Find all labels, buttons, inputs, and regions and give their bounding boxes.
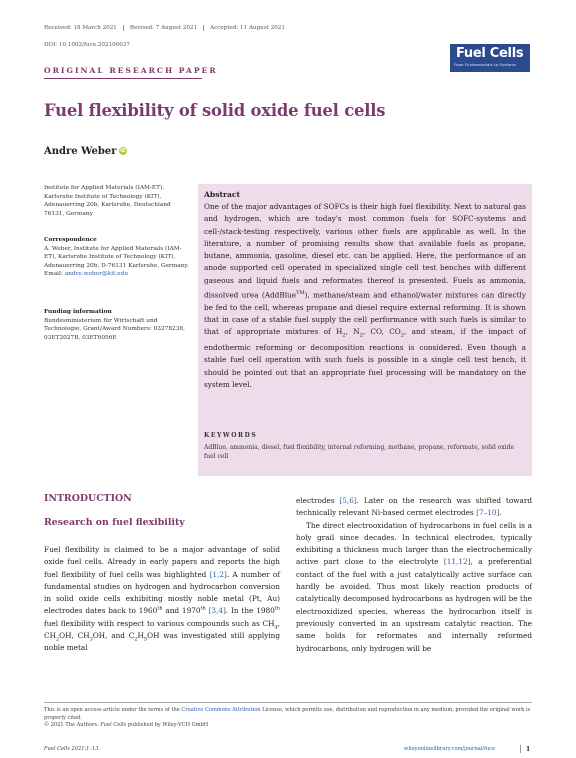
- article-dates: [44, 25, 291, 31]
- journal-reference: Fuel Cells 2021;1–13.: [44, 746, 101, 752]
- logo-tagline: From Fundamentals to Systems: [454, 63, 517, 67]
- citation-link[interactable]: [11,12]: [443, 557, 471, 567]
- email-link[interactable]: andre.weber@kit.edu: [64, 271, 129, 277]
- body-column-right: electrodes [5,6]. Later on the research was shifted toward technically relevant Ni-based cermet electrodes [7–10]. The direct electrooxidation of hydrocarbons in fuel cells is a holy grail since decades. In technical electrodes, typically exhibiting a thickness much larger than the electrochemically active part close to the electrolyte [11,12], a preferential contact of the fuel with a just catalytically active surface can hardly be avoided. Thus most likely reaction products of catalytically decomposed hydrocarbons as hydrogen will be the electrooxidized species, whereas the hydrocarbon itself is previously converted in an upstream catalytic reaction. The same holds for reformates and internally reformed hydrocarbons, only hydrogen will be: [296, 496, 533, 653]
- article-type: ORIGINAL RESEARCH PAPER: [44, 66, 218, 75]
- doi[interactable]: DOI: 10.1002/fuce.202100037: [44, 42, 130, 48]
- correspondence-text: A. Weber, Institute for Applied Materials (IAM-ET), Karlsruhe Institute of Technology (KIT), Adenauerring 20b, D-76131 Karlsruhe, Germany.: [44, 245, 189, 269]
- citation-link[interactable]: [7–10]: [476, 508, 500, 518]
- page-title: Fuel flexibility of solid oxide fuel cells: [44, 101, 386, 120]
- email-label: Email:: [44, 271, 63, 277]
- revised-date: Revised: 7 August 2021: [124, 25, 204, 31]
- accepted-date: Accepted: 11 August 2021: [210, 25, 285, 31]
- license-link[interactable]: Creative Commons Attribution: [181, 707, 261, 713]
- body-column-left: Fuel flexibility is claimed to be a major advantage of solid oxide fuel cells. Already in early papers and reports the high fuel flexibility of fuel cells was highlighted [1,2]. A number of fundamental studies on hydrogen and hydrocarbon conversion in solid oxide cells exhibiting mostly noble metal (Pt, Au) electrodes dates back to 1960th and 1970th [3,4]. In the 1980th fuel flexibility with respect to various compounds such as $CH_4$, $CH_2OH$, $CH_3OH$, and $C_2H_5OH$ was investigated still applying noble metal: [44, 545, 280, 653]
- license-note: This is an open access article under the terms of the Creative Commons Attribution License, which permits use, distribution and reproduction in any medium, provided the original work is properly cited. © 2021 The Authors. Fuel Cells published by Wiley-VCH GmbH: [44, 707, 531, 729]
- affiliation: Institute for Applied Materials (IAM-ET), Karlsruhe Institute of Technology (KIT), Adenauerring 20b, Karlsruhe, Deutschland 76131, Germany: [44, 185, 171, 217]
- citation-link[interactable]: [1,2]: [209, 569, 227, 579]
- funding-label: Funding information: [44, 309, 112, 315]
- divider: [44, 78, 202, 79]
- citation-link[interactable]: [5,6]: [339, 496, 357, 505]
- subsection-heading: Research on fuel flexibility: [44, 517, 185, 528]
- abstract-text: One of the major advantages of SOFCs is their high fuel flexibility. Next to natural gas and hydrogen, which are today's most common fuels for SOFC-systems and cell-/stack-testing respectively, various other fuels are applicable as well. In the literature, a number of promising results show that available fuels as propane, butane, ammonia, gasoline, diesel etc. can be applied. Here, the performance of an anode supported cell operated in specialized single cell test benches with different gaseous and liquid fuels and reformates thereof is presented. Fuels as ammonia, dissolved urea (AddBlue™), methane/steam and ethanol/water mixtures can directly be fed to the cell, whereas propane and diesel require external reforming. It is shown that in case of a stable fuel supply the cell performance with such fuels is similar to that of appropriate mixtures of $H_2$, $N_2$, CO, $CO_2$, and steam, if the impact of endothermic reforming or decomposition reactions is considered. Even though a stable fuel cell operation with such fuels is possible in a single cell test bench, it should be pointed out that an appropriate fuel processing will be mandatory on the system level.: [204, 202, 527, 390]
- correspondence: [44, 236, 192, 279]
- author-name[interactable]: Andre Weber: [44, 146, 117, 157]
- funding: [44, 308, 192, 342]
- citation-link[interactable]: [3,4]: [208, 606, 226, 616]
- logo-name: Fuel Cells: [456, 46, 524, 61]
- received-date: Received: 18 March 2021: [44, 25, 124, 31]
- orcid-icon[interactable]: iD: [120, 148, 126, 154]
- section-heading-introduction: INTRODUCTION: [44, 493, 132, 504]
- keywords-text: AdBlue, ammonia, diesel, fuel flexibility, internal reforming, methane, propane, reformate, solid oxide fuel cell: [204, 444, 515, 460]
- page-number: 1: [526, 746, 531, 753]
- divider: [44, 702, 532, 703]
- keywords-heading: KEYWORDS: [204, 432, 258, 439]
- correspondence-label: Correspondence: [44, 237, 97, 243]
- abstract-heading: Abstract: [204, 190, 241, 199]
- journal-url[interactable]: wileyonlinelibrary.com/journal/fuce: [404, 746, 496, 752]
- funding-text: Bundesministerium für Wirtschaft und Technologie, Grant/Award Numbers: 03278238, 03ET2027B, 03ET6056E: [44, 317, 185, 341]
- divider: [520, 745, 521, 753]
- journal-logo: [450, 44, 530, 72]
